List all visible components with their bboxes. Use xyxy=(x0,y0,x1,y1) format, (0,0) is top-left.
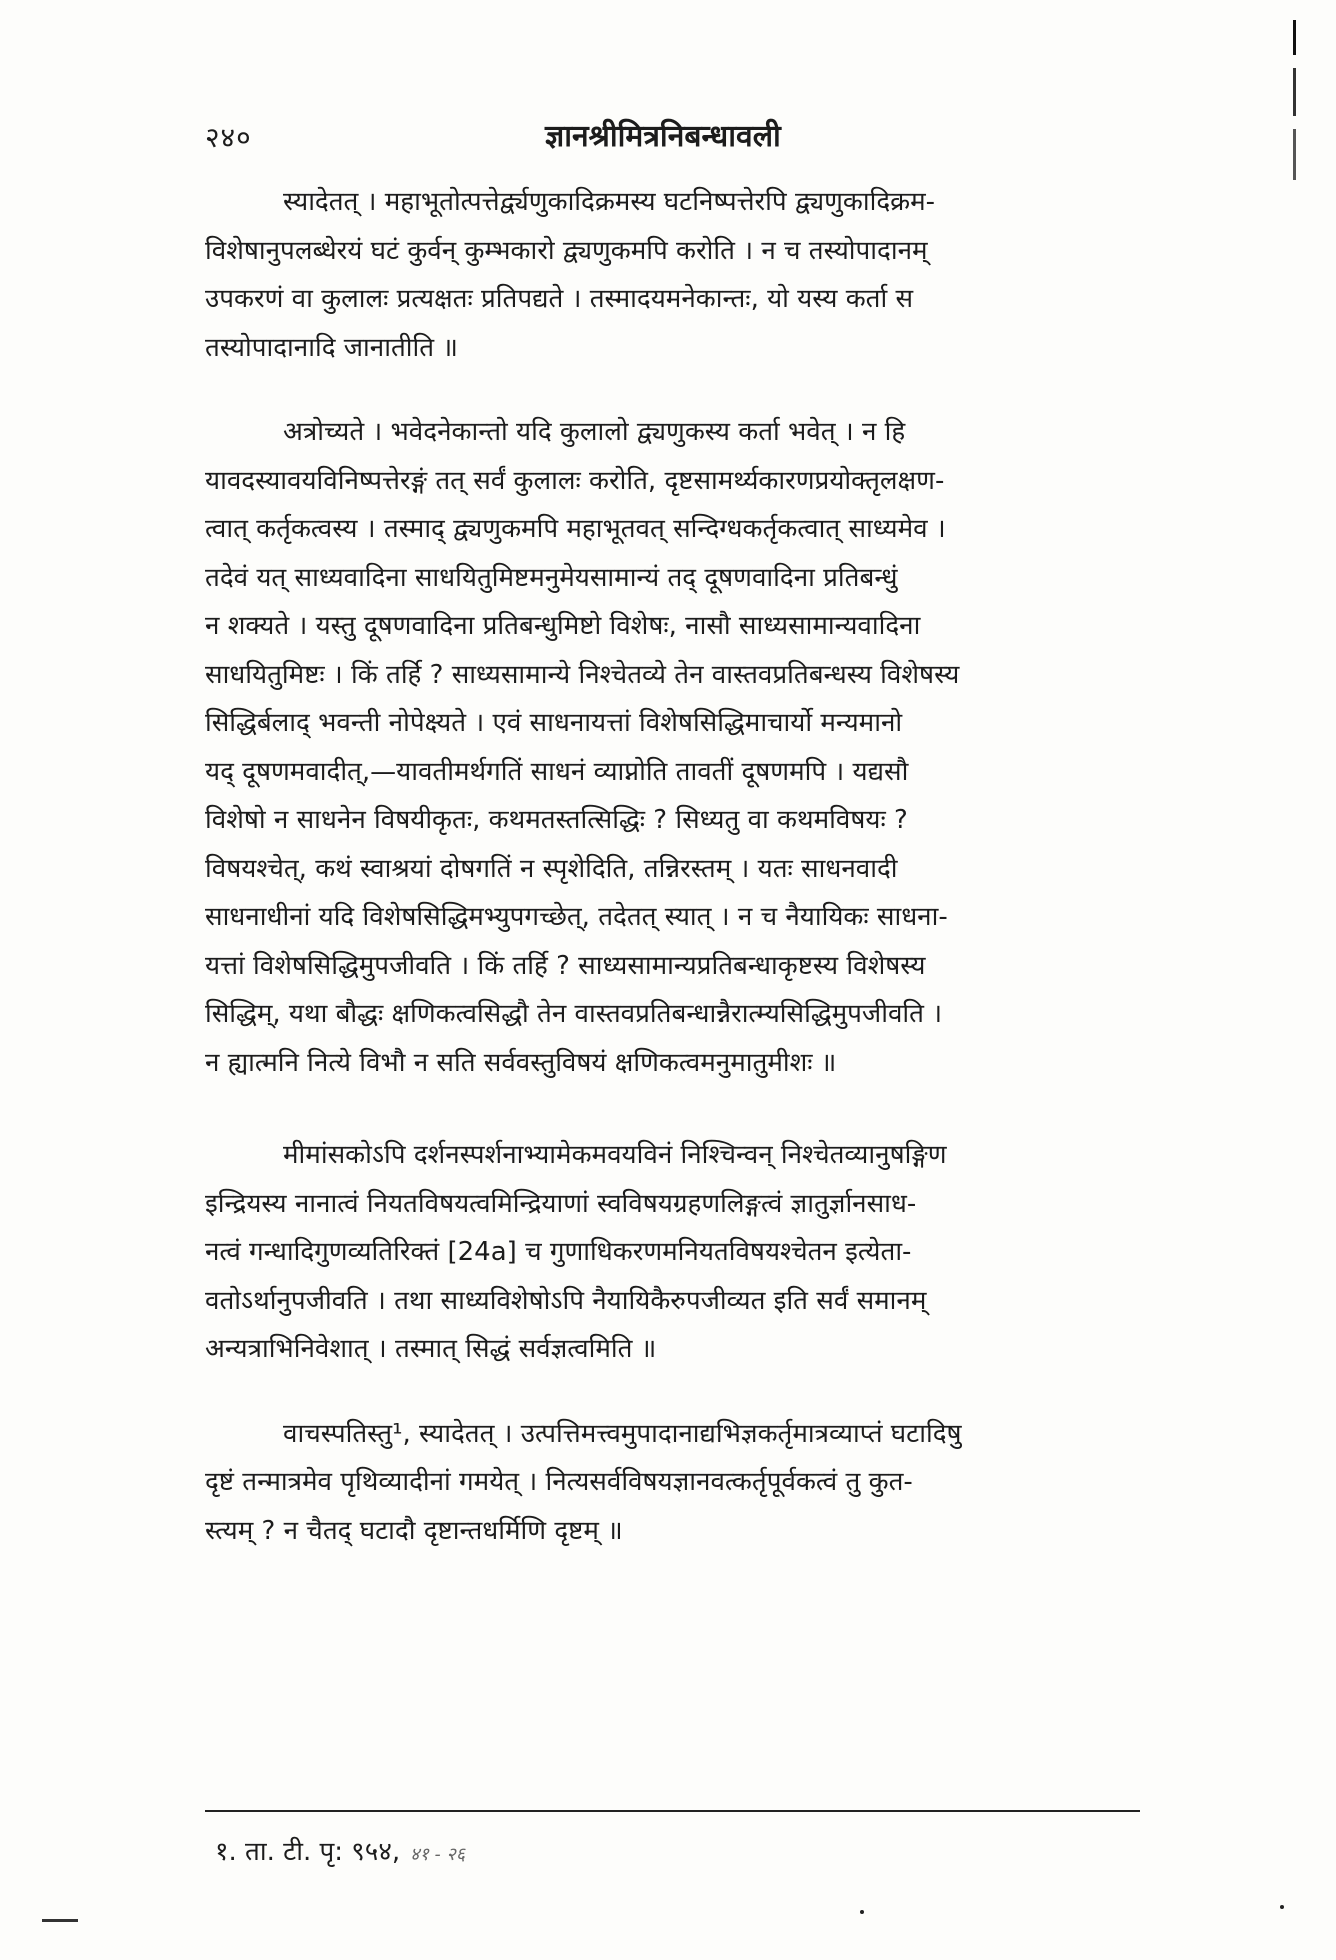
footnote xyxy=(215,1832,465,1868)
footnote-handwritten-note: ४१ - २६ xyxy=(410,1844,466,1865)
paragraph-2: अत्रोच्यते । भवेदनेकान्तो यदि कुलालो द्व्यणुकस्य कर्ता भवेत् । न हि यावदस्यावयविनिष्पत्तेरङ्गं तत् सर्वं कुलालः करोति, दृष्टसामर्थ्यकारणप्रयोक्तृलक्षण- त्वात् कर्तृकत्वस्य । तस्माद् द्व्यणुकमपि महाभूतवत् सन्दिग्धकर्तृकत्वात् साध्यमेव । तदेवं यत् साध्यवादिना साधयितुमिष्टमनुमेयसामान्यं तद् दूषणवादिना प्रतिबन्धुं न शक्यते । यस्तु दूषणवादिना प्रतिबन्धुमिष्टो विशेषः, नासौ साध्यसामान्यवादिना साधयितुमिष्टः । किं तर्हि ? साध्यसामान्ये निश्चेतव्ये तेन वास्तवप्रतिबन्धस्य विशेषस्य सिद्धिर्बलाद् भवन्ती नोपेक्ष्यते । एवं साधनायत्तां विशेषसिद्धिमाचार्यो मन्यमानो यद् दूषणमवादीत्,—यावतीमर्थगतिं साधनं व्याप्नोति तावतीं दूषणमपि । यद्यसौ विशेषो न साधनेन विषयीकृतः, कथमतस्तत्सिद्धिः ? सिध्यतु वा कथमविषयः ? विषयश्चेत्, कथं स्वाश्रयां दोषगतिं न स्पृशेदिति, तन्निरस्तम् । यतः साधनवादी साधनाधीनां यदि विशेषसिद्धिमभ्युपगच्छेत्, तदेतत् स्यात् । न च नैयायिकः साधना- यत्तां विशेषसिद्धिमुपजीवति । किं तर्हि ? साध्यसामान्यप्रतिबन्धाकृष्टस्य विशेषस्य सिद्धिम्, यथा बौद्धः क्षणिकत्वसिद्धौ तेन वास्तवप्रतिबन्धान्नैरात्म्यसिद्धिमुपजीवति । न ह्यात्मनि नित्ये विभौ न सति सर्ववस्तुविषयं क्षणिकत्वमनुमातुमीशः ॥ xyxy=(205,417,960,1078)
page-number: २४० xyxy=(205,121,252,154)
paragraph-1: स्यादेतत् । महाभूतोत्पत्तेर्द्व्यणुकादिक्रमस्य घटनिष्पत्तेरपि द्व्यणुकादिक्रम- विशेषानुपलब्धेरयं घटं कुर्वन् कुम्भकारो द्व्यणुकमपि करोति । न च तस्योपादानम् उपकरणं वा कुलालः प्रत्यक्षतः प्रतिपद्यते । तस्मादयमनेकान्तः, यो यस्य कर्ता स तस्योपादानादि जानातीति ॥ xyxy=(205,187,936,363)
running-head: ज्ञानश्रीमित्रनिबन्धावली xyxy=(545,119,781,154)
footnote-rule xyxy=(205,1810,1140,1812)
scan-speck xyxy=(1280,1905,1284,1909)
scan-speck xyxy=(860,1910,864,1914)
body-text xyxy=(205,178,1135,1591)
paragraph-3: मीमांसकोऽपि दर्शनस्पर्शनाभ्यामेकमवयविनं निश्चिन्वन् निश्चेतव्यानुषङ्गिण इन्द्रियस्य नानात्वं नियतविषयत्वमिन्द्रियाणां स्वविषयग्रहणलिङ्गत्वं ज्ञातुर्ज्ञानसाध- नत्वं गन्धादिगुणव्यतिरिक्तं [24a] च गुणाधिकरणमनियतविषयश्चेतन इत्येता- वतोऽर्थानुपजीवति । तथा साध्यविशेषोऽपि नैयायिकैरुपजीव्यत इति सर्वं समानम् अन्यत्राभिनिवेशात् । तस्मात् सिद्धं सर्वज्ञत्वमिति ॥ xyxy=(205,1140,947,1364)
paragraph-4: वाचस्पतिस्तु¹, स्यादेतत् । उत्पत्तिमत्त्वमुपादानाद्यभिज्ञकर्तृमात्रव्याप्तं घटादिषु दृष्टं तन्मात्रमेव पृथिव्यादीनां गमयेत् । नित्यसर्वविषयज्ञानवत्कर्तृपूर्वकत्वं तु कुत- स्त्यम् ? न चैतद् घटादौ दृष्टान्तधर्मिणि दृष्टम् ॥ xyxy=(205,1418,962,1546)
scan-dash-mark xyxy=(42,1919,78,1922)
scan-edge-mark xyxy=(1293,20,1296,180)
footnote-text: १. ता. टी. पृ: ९५४, xyxy=(215,1837,401,1867)
